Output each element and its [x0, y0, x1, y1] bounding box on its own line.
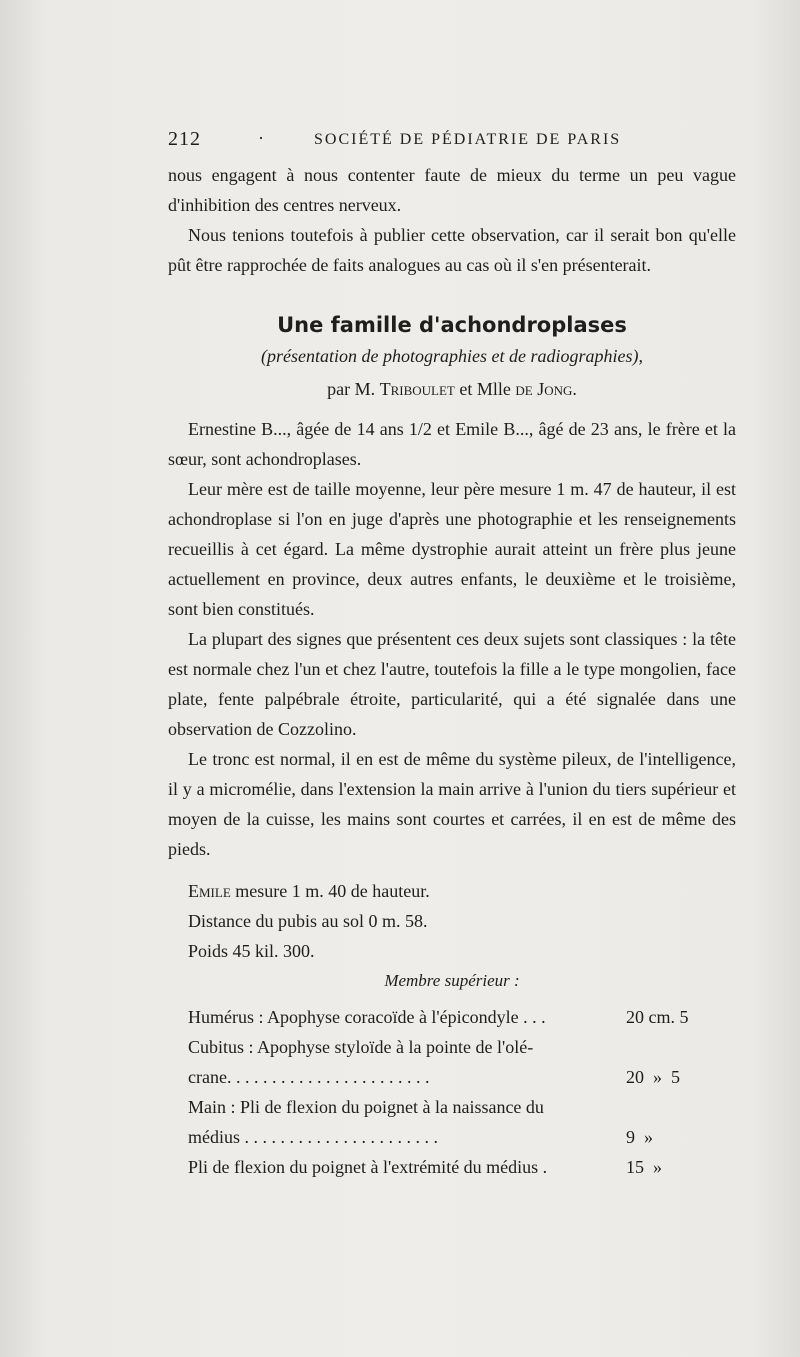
page-body — [168, 160, 736, 1182]
emile-height: mesure 1 m. 40 de hauteur. — [235, 881, 430, 901]
measure-label: Humérus : Apophyse coracoïde à l'épicondyle . . . — [188, 1007, 546, 1027]
measure-value: 20 » 5 — [626, 1067, 680, 1087]
section-heading: Membre supérieur : — [384, 971, 520, 990]
measure-label: Cubitus : Apophyse styloïde à la pointe de l'olé- — [188, 1037, 534, 1057]
page-number: 212 — [168, 128, 201, 150]
measure-row — [168, 1152, 736, 1182]
measurements-block — [168, 876, 736, 1182]
paragraph-3: La plupart des signes que présentent ces deux sujets sont classiques : la tête est normale chez l'un et chez l'autre, toutefois la fille a le type mongolien, face plate, fente palpébrale étroite, particularité, qui a été signalée dans une observation de Cozzolino. — [168, 629, 736, 739]
measure-row — [168, 1002, 736, 1032]
paragraph-2: Leur mère est de taille moyenne, leur père mesure 1 m. 47 de hauteur, il est achondroplase si l'on en juge d'après une photographie et les renseignements recueillis à cet égard. La même dystrophie aurait atteint un frère plus jeune actuellement en province, deux autres enfants, le deuxième et le troisième, sont bien constitués. — [168, 479, 736, 619]
page-header — [168, 128, 728, 152]
measure-value: 20 cm. 5 — [626, 1007, 689, 1027]
measure-row — [168, 1032, 736, 1092]
paragraph-1: Ernestine B..., âgée de 14 ans 1/2 et Emile B..., âgé de 23 ans, le frère et la sœur, sont achondroplases. — [168, 419, 736, 469]
author-triboulet: Triboulet — [379, 379, 455, 399]
running-title: SOCIÉTÉ DE PÉDIATRIE DE PARIS — [314, 131, 622, 148]
author-de-jong: de Jong. — [515, 379, 577, 399]
measure-value: 9 » — [626, 1127, 653, 1147]
emile-name: Emile — [188, 881, 231, 901]
measure-label-continued: médius . . . . . . . . . . . . . . . . . . . . . . — [188, 1127, 438, 1147]
measure-row — [168, 1092, 736, 1152]
header-separator: · — [258, 128, 264, 148]
pubis-distance: Distance du pubis au sol 0 m. 58. — [188, 911, 428, 931]
authors-prefix: par M. — [327, 379, 376, 399]
authors-mid: et Mlle — [459, 379, 511, 399]
article-authors — [168, 372, 736, 406]
intro-paragraph-1: nous engagent à nous contenter faute de mieux du terme un peu vague d'inhibition des centres nerveux. — [168, 165, 736, 215]
measure-label: Pli de flexion du poignet à l'extrémité du médius . — [188, 1157, 548, 1177]
measure-label: Main : Pli de flexion du poignet à la naissance du — [188, 1097, 544, 1117]
article-title: Une famille d'achondroplases — [277, 313, 627, 337]
paragraph-4: Le tronc est normal, il en est de même du système pileux, de l'intelligence, il y a micromélie, dans l'extension la main arrive à l'union du tiers supérieur et moyen de la cuisse, les mains sont courtes et carrées, il en est de même des pieds. — [168, 749, 736, 859]
intro-paragraph-2: Nous tenions toutefois à publier cette observation, car il serait bon qu'elle pût être rapprochée de faits analogues au cas où il s'en présenterait. — [168, 225, 736, 275]
weight-line: Poids 45 kil. 300. — [188, 941, 315, 961]
measure-value: 15 » — [626, 1157, 662, 1177]
measure-label-continued: crane. . . . . . . . . . . . . . . . . . . . . . . — [188, 1067, 430, 1087]
article-subtitle: (présentation de photographies et de radiographies), — [261, 346, 643, 366]
emile-height-line — [168, 876, 736, 906]
